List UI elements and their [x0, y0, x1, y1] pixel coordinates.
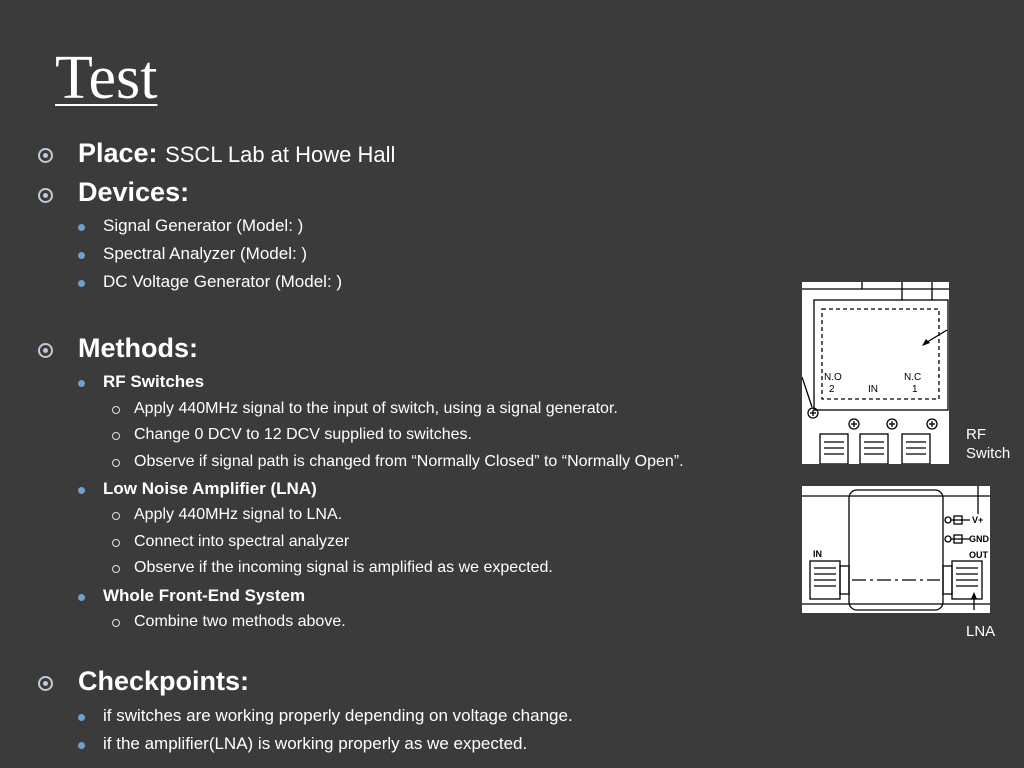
method-step: Combine two methods above. [134, 613, 346, 630]
place-value: SSCL Lab at Howe Hall [165, 142, 396, 167]
rf-label-in: IN [868, 384, 878, 395]
checkpoint-item: if the amplifier(LNA) is working properly as we expected. [103, 734, 528, 753]
section-bullet [38, 148, 53, 163]
place-line [78, 138, 395, 169]
device-item: Signal Generator (Model: ) [103, 216, 304, 235]
rf-caption-line2: Switch [966, 445, 1011, 462]
sub-bullet [112, 539, 120, 547]
item-bullet [78, 714, 85, 721]
item-bullet [78, 742, 85, 749]
rf-switch-caption [966, 425, 1010, 463]
method-step: Change 0 DCV to 12 DCV supplied to switches. [134, 426, 472, 443]
item-bullet [78, 594, 85, 601]
methods-heading: Methods: [78, 333, 198, 363]
devices-heading: Devices: [78, 177, 190, 207]
item-bullet [78, 252, 85, 259]
rf-label-1: 1 [912, 384, 918, 395]
place-label: Place: [78, 138, 158, 168]
method-step: Connect into spectral analyzer [134, 533, 350, 550]
sub-bullet [112, 432, 120, 440]
sub-bullet [112, 619, 120, 627]
item-bullet [78, 487, 85, 494]
section-bullet [38, 343, 53, 358]
sub-bullet [112, 565, 120, 573]
lna-diagram [802, 486, 990, 613]
method-group-title: RF Switches [103, 372, 205, 391]
lna-label-vplus: V+ [972, 515, 984, 525]
method-group-title: Whole Front-End System [103, 586, 306, 605]
checkpoints-heading: Checkpoints: [78, 666, 250, 696]
device-item: Spectral Analyzer (Model: ) [103, 244, 308, 263]
lna-label-out: OUT [969, 550, 988, 560]
rf-switch-diagram [802, 282, 949, 464]
rf-caption-line1: RF [966, 426, 986, 443]
slide-title: Test [55, 44, 158, 112]
section-bullet [38, 676, 53, 691]
checkpoint-item: if switches are working properly depending on voltage change. [103, 706, 573, 725]
sub-bullet [112, 512, 120, 520]
sub-bullet [112, 406, 120, 414]
item-bullet [78, 224, 85, 231]
method-group-title: Low Noise Amplifier (LNA) [103, 479, 317, 498]
lna-caption: LNA [966, 623, 996, 640]
item-bullet [78, 380, 85, 387]
lna-label-in: IN [813, 549, 822, 559]
lna-label-gnd: GND [969, 534, 989, 544]
rf-label-2: 2 [829, 384, 835, 395]
method-step: Observe if the incoming signal is amplified as we expected. [134, 559, 553, 576]
method-step: Apply 440MHz signal to LNA. [134, 506, 343, 523]
sub-bullet [112, 459, 120, 467]
section-bullet [38, 188, 53, 203]
rf-label-nc: N.C [904, 372, 922, 383]
item-bullet [78, 280, 85, 287]
rf-label-no: N.O [824, 372, 842, 383]
method-step: Apply 440MHz signal to the input of switch, using a signal generator. [134, 400, 618, 417]
device-item: DC Voltage Generator (Model: ) [103, 272, 343, 291]
method-step: Observe if signal path is changed from “Normally Closed” to “Normally Open”. [134, 453, 684, 470]
